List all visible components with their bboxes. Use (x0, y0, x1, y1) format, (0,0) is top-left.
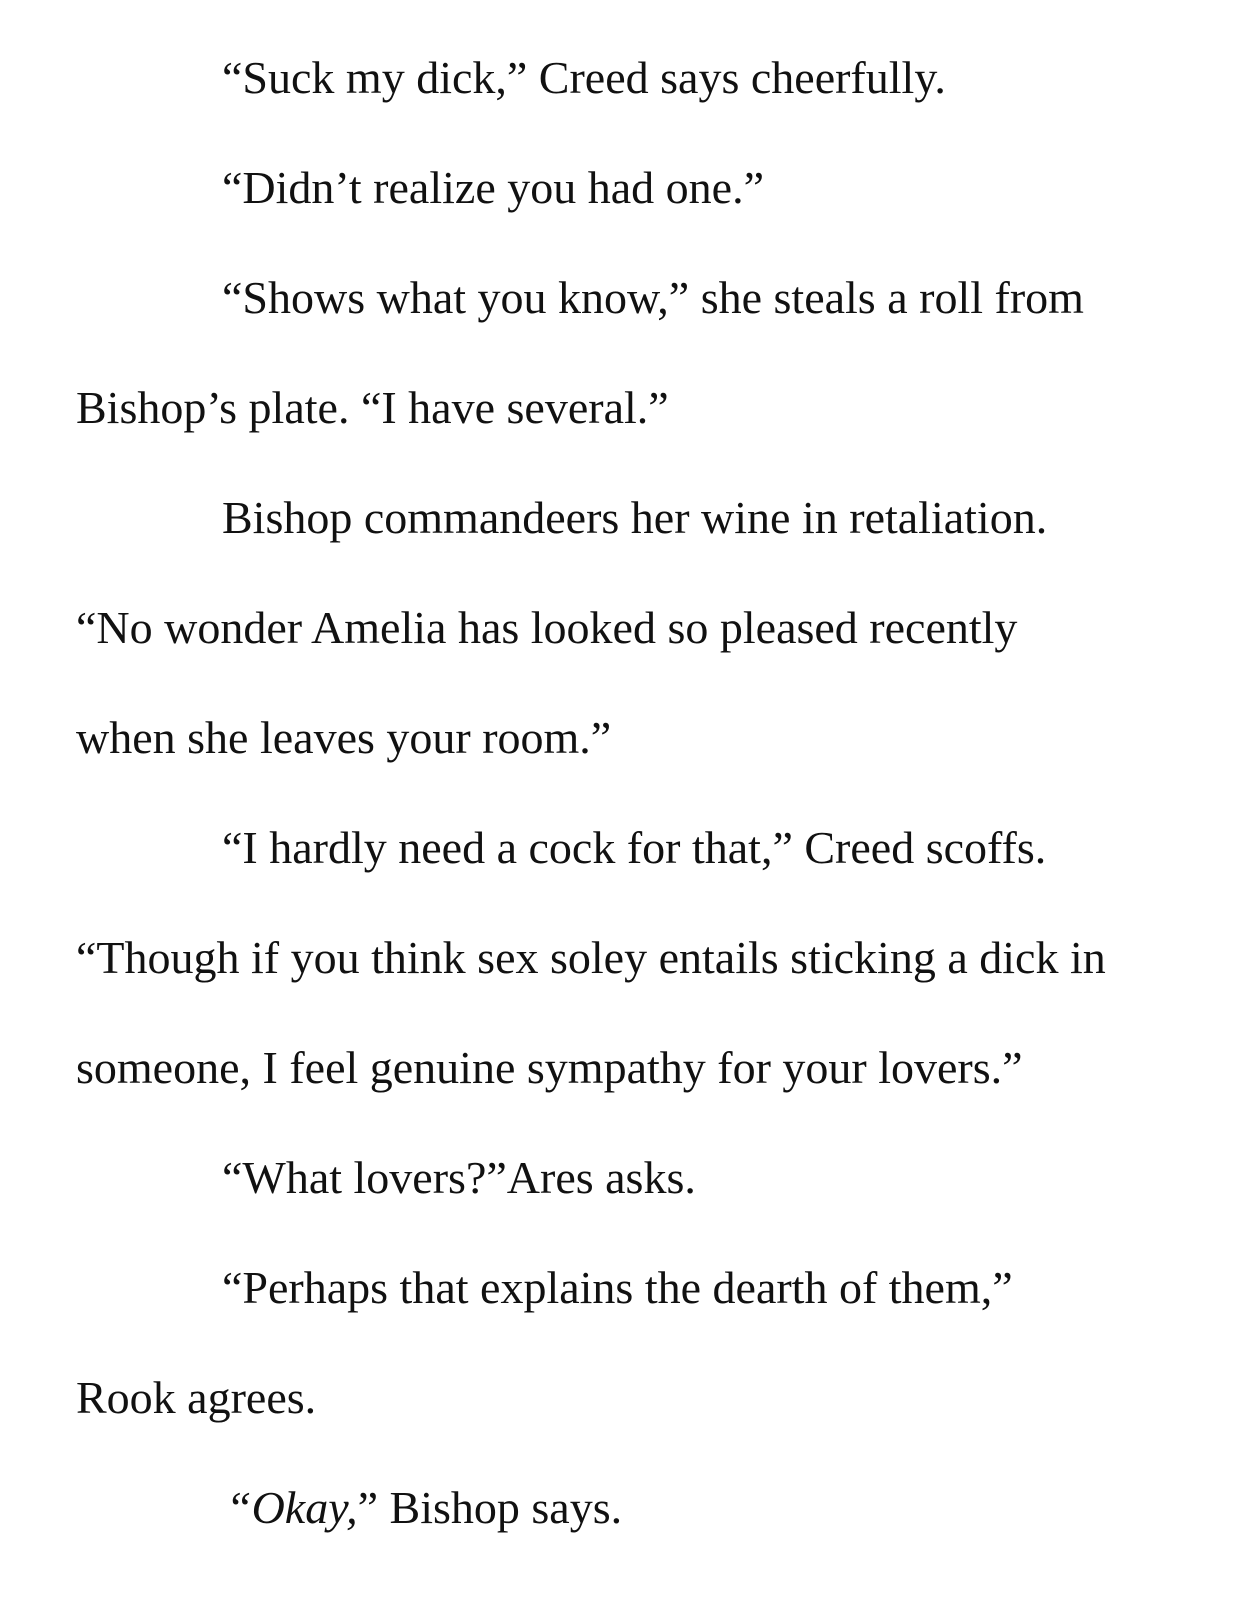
text-line-13: Rook agrees. (76, 1372, 317, 1423)
text-line-14-rest: ” Bishop says. (357, 1482, 623, 1533)
text-line-5: Bishop commandeers her wine in retaliation. (222, 492, 1048, 543)
text-line-6: “No wonder Amelia has looked so pleased recently (76, 602, 1018, 653)
text-line-8: “I hardly need a cock for that,” Creed scoffs. (222, 822, 1047, 873)
text-line-11: “What lovers?”Ares asks. (222, 1152, 696, 1203)
text-line-9: “Though if you think sex soley entails sticking a dick in (76, 932, 1106, 983)
text-line-1: “Suck my dick,” Creed says cheerfully. (222, 52, 946, 103)
italic-word: “Okay, (226, 1482, 358, 1533)
text-line-4: Bishop’s plate. “I have several.” (76, 382, 669, 433)
text-line-7: when she leaves your room.” (76, 712, 612, 763)
text-line-3: “Shows what you know,” she steals a roll from (222, 272, 1084, 323)
text-line-10: someone, I feel genuine sympathy for your lovers.” (76, 1042, 1023, 1093)
text-line-14 (226, 1478, 622, 1538)
text-line-2: “Didn’t realize you had one.” (222, 162, 764, 213)
text-line-12: “Perhaps that explains the dearth of them,” (222, 1262, 1013, 1313)
